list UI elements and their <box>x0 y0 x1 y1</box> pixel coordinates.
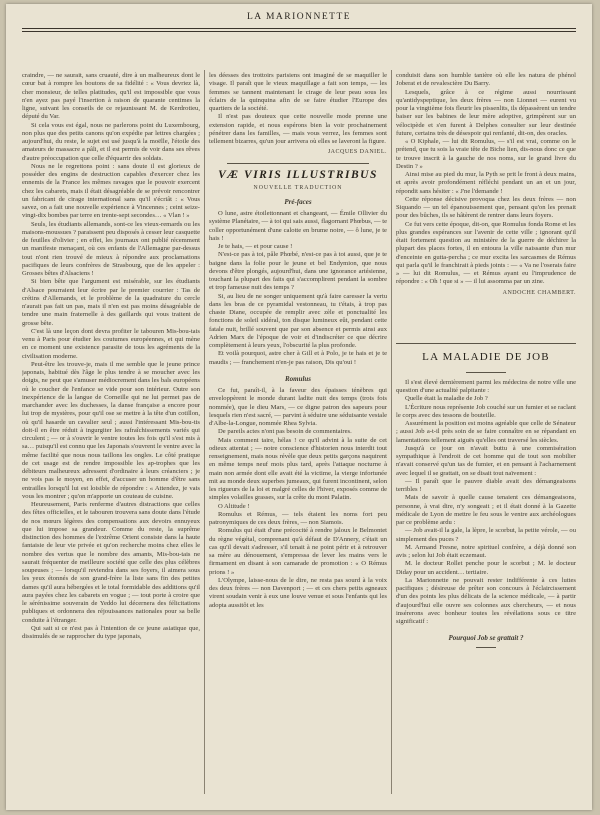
article-paragraph: Peut-être les trouve-je, mais il me semble que le jeune prince japonais, habitué dès l'âge le plus tendre à se moucher avec les doigts, ne peut que s'amuser médiocrement dans les bals européens où le coucher de l'enfance se vide pour son intérieur. Outre son inexpérience de la langue de Corneille qui ne lui permet pas de marchander avec les duchesses, la danse française a encore pour lui trop de mystères, pour qu'il ose se mettre à la tête d'un cotillon, où qu'il hasarde un cavalier seul ; aussi l'intéressant Mis-bou-tis doit-il en être réduit à ingurgiter les rafraîchissements variés qui circulent ; — or à s'ouvrir le ventre toutes les fois qu'il s'est mis à sa… puisqu'il est connu que les Japonais s'ouvrent le ventre avec la même facilité que nous nous taillons les ongles. Le côté pratique de cet usage est de rendre impossible les ap-trophes que les débiteurs malheureux adressent d'ordinaire à leurs créanciers ; je ne vois pas le moyen, en effet, d'accuser un homme d'être sans entrailles lorsqu'il lui est loisible de répondre : « Attendez, je vais vous les montrer ; qu'on m'apporte un couteau de cuisine. <box>22 360 200 500</box>
article-paragraph: Romulus qui était d'une précocité à rendre jaloux le Belmontet du règne végétal, comprenant qu'à défaut de D'Annery, c'était un cas qu'il devait s'adresser, s'il tenait à ne point périr et à retrouver sa mère au dénouement, s'empressa de lever les mains vers le firmament en disant à son camarade de promotion : « O Rémus prions ! » <box>209 527 387 576</box>
article-paragraph: Si, au lieu de ne songer uniquement qu'à faire caresser la vertu dans les bras de ce pyramidal vestonneau, tu t'étais, à trop pas chaste Diane, occupée de remplir avec zèle et ponctualité les fonctions de soleil sidéral, ton disque lumineux eût, pendant cette fatale nuit, brillé souvent que par son absence et permis ainsi aux Adrien Marx de l'époque de voir et d'indiscréter ce que décrire complètement à leurs yeux, l'obscurité la plus profonde. <box>209 292 387 349</box>
section-heading-romulus: Romulus <box>284 374 312 383</box>
article-paragraph: O lune, astre étoilettonnant et changeant, — Émile Ollivier du système Planétaire, — à toi qui sais aussi, flagornant Phœbus, — te coller opportunément d'une calotte en brume noire, — ô lune, je te hais ! <box>209 210 387 242</box>
article-paragraph: O Altitude ! <box>218 502 250 510</box>
article-signature: ANDOCHE CHAMBERT. <box>502 289 576 296</box>
article-paragraph: Et voilà pourquoi, astre cher à Gill et à Polo, je te hais et je te maudis ; — franchement n'en-je pas raison, Dis qu'oui ! <box>209 350 387 366</box>
article-paragraph: M. Armand Fresne, notre spirituel confrère, a déjà donné son avis ; selon lui Job était eczemaut. <box>396 543 576 559</box>
article-paragraph: conduisit dans son humble tanière où elle les natura de phénol Joberat et de revalescière Du Barry. <box>396 72 576 88</box>
article-paragraph: De pareils actes n'ont pas besoin de commentaires. <box>218 428 352 436</box>
column-middle <box>209 72 387 794</box>
article-paragraph: Quelle était la maladie de Job ? <box>405 395 488 403</box>
closing-headline: Pourquoi Job se grattait ? <box>448 634 524 643</box>
column-left <box>22 72 200 794</box>
article-paragraph: Il s'est élevé dernièrement parmi les médecins de notre ville une question d'une actualité palpitante : <box>396 378 576 394</box>
title-underline <box>466 372 506 373</box>
article-subtitle: NOUVELLE TRADUCTION <box>253 184 343 191</box>
newspaper-page <box>6 4 592 810</box>
article-paragraph: N'est-ce pas à toi, pâle Phœbé, n'est-ce pas à toi aussi, que je te baigne dans la folie pour le jeune et bel Endymion, que nous devons d'être plongés, aujourd'hui, dans une ignorance artésienne, touchant la plupart des faits qui s'accomplirent pendant la sombre et trop fameuse nuit des temps ? <box>209 251 387 292</box>
article-paragraph: — Il paraît que le pauvre diable avait des démangeaisons terribles ! <box>396 477 576 493</box>
closing-rule <box>476 647 496 648</box>
article-paragraph: Mais de savoir à quelle cause tenaient ces démangeaisons, personne, à vrai dire, n'y songeait ; et il était donné à la Gazette médicale de Lyon de mettre le feu sous le ventre aux archéologues par ce problème ardu : <box>396 494 576 526</box>
article-paragraph: L'Olympe, laisse-nous de le dire, ne resta pas sourd à la voix des deux frères — non Davenport ; — et ces chers petits agneaux virent soudain venir à eux une louve venue et sous l'enfants qui les adopta aussitôt et les <box>209 576 387 609</box>
header-rule-top <box>22 28 576 29</box>
article-paragraph: Assurément la position est moins agréable que celle de Sénateur ; aussi Job a-t-il près soin de se faire connaître en se répandant en lamentations tellement aiguës qu'elles ont traversé les siècles. <box>396 420 576 444</box>
article-paragraph: Il n'est pas douteux que cette nouvelle mode prenne une extension rapide, et nous espérons bien la voir prochainement pénétrer dans les familles, — mais vous verrez, les femmes sont tellement bizarres, qu'un jour arrivera où elles se laveront la figure. <box>209 113 387 145</box>
article-paragraph: les déesses des trottoirs parisiens ont imaginé de se maquiller le visage. Il paraît que le vieux maquillage a fait son temps, — les femmes se tannent maintenant le cirage de leur peau sous les éclairs de la quinquina afin de se faire étudier l'Europe des quartiers de la société. <box>209 72 387 112</box>
article-paragraph: Ce fut, paraît-il, à la faveur des épaisses ténèbres qui enveloppèrent le monde durant ladite nuit des temps (trois fois nommée), que le dieu Mars, — ce digne patron des sapeurs pour lesquels rien n'est sacré, — parvint à séduire une séduisante vestale d'Albe-la-Longue, nommée Rhea Sylvia. <box>209 387 387 427</box>
header-rule-bottom <box>22 31 576 32</box>
article-paragraph: Si bien bête que l'argument est misérable, sur les étudiants d'Alsace pourraient leur écrire par le premier courrier : Tas de crétins d'Allemands, et le problème de la quadrature du cercle n'aurait pas fait un pas, mais il n'en est pas moins désagréable de tendre une main fraternelle à des gaillards qui vous traitent de grosse bête. <box>22 278 200 327</box>
article-paragraph: Cette réponse décisive provoqua chez les deux frères — non Siquando — un tel épanouissement que, pensant qu'on les prenait pour des bûches, ils se hâtèrent de rentrer dans leurs foyers. <box>396 195 576 220</box>
article-paragraph: Romulus et Rémus, — tels étaient les noms fort peu patronymiques de ces deux frères, — non Siamois. <box>209 510 387 526</box>
article-paragraph: Nous ne le regrettons point : sans doute il est glorieux de posséder des engins de destruction capables d'exercer chez les ennemis de la France les mêmes ravages que le pouvoir exercent chez les cabarets, mais il était désagréable de se prévoir rencontrer un fabricant de cirage international sans qu'il s'écriât : « Vous savez, on a fait une nouvelle expérience à Vincennes ; ceint seize-vingt-dix bombes par terre en trente-sept secondes… « Vlan ! » <box>22 162 200 220</box>
article-paragraph: Heureusement, Paris renferme d'autres distractions que celles des fêtes officielles, et le tabouren trouvera sans doute dans l'étude de nos mœurs légères des compensations aux devoirs ennuyeux que lui impose sa grandeur. Comme du reste, la suprême distinction des hommes de l'extrême Orient consiste dans la haute fantaisie de leur vie privée et qu'on recherche moins chez elles le nombre des vertus que le nombre des amants, Mis-bou-tais ne saurait fréquenter de meilleure société que celle des plus célèbres soupeuses ; — lorsqu'il reviendra dans ses foyers, il aimera sous les yeux étonnés de son grand-frère la liste sans fin des petites dames qu'il aura hébergées et le total formidable des additions qu'il aura payées chez les cabarets en vogue ; — tout porte à croire que le sérénissime souverain de Yeddo lui décernera des félicitations publiques et ordonnera des réjouissances nationales pour sa belle conduite à l'étranger. <box>22 501 200 624</box>
article-paragraph: Ainsi mise au pied du mur, la Pyth se prit le front à deux mains, et après avoir profondément réfléchi pendant un an et un jour, répondit sans hésiter : « J'ne l'demande ! <box>396 171 576 195</box>
column-divider-left <box>204 70 205 794</box>
column-right <box>396 72 576 794</box>
section-rule <box>227 163 369 164</box>
page-header: LA MARIONNETTE <box>246 12 352 22</box>
article-paragraph: Lesquels, grâce à ce régime aussi nourrissant qu'antidyspeptique, les deux frères — non Lionnet — eurent vu pour la vingtième fois fleurir les pissenlits, ils dépassèrent un tendre baiser sur les babines de leur mère adoptive, grimpèrent sur un vélocipède et s'en furent à Delphes consulter sur leur destinée future, certains très de désespoir qui renfanté, dit-on, des oracles. <box>396 88 576 137</box>
article-paragraph: L'Écriture nous représente Job couché sur un fumier et se raclant le corps avec des tessons de bouteille. <box>396 403 576 419</box>
article-signature: JACQUES DANIEL. <box>327 149 387 156</box>
article-title: LA MALADIE DE JOB <box>422 350 550 363</box>
article-paragraph: Je te hais, — et pour cause ! <box>218 243 293 250</box>
article-paragraph: Si cela vous est égal, nous ne parlerons point du Luxembourg, non plus que des petits canons qu'on expédie par lettres chargées ; aujourd'hui, du reste, le sujet est usé jusqu'à la moëlle, l'étoile des amateurs de massacre a pâli, et il est permis de voir dans ses rêves d'autre préoccupation que celle d'équarrir des soldats. <box>22 121 200 162</box>
article-paragraph: Qui sait si ce n'est pas à l'intention de ce jeune asiatique que, dissimulés de se rapprocher du type japonais, <box>22 624 200 640</box>
article-paragraph: Ce fut vers cette époque, dit-on, que Romulus fonda Rome et les plus grandes espérances sur l'avenir de cette ville ; ignorant qu'il était fortement question au ministère de la guerre de déchirer la plupart des places fortes, il en entoura la ville naissante d'un mur d'enceinte en gutta-percha ; ce mur excita les sarcasmes de Rémus qui parla qu'il le franchirait à pieds joints : — « Va ne l'oserais faire » — lui dit Romulus, — et Rémus ayant eu l'imprudence de répondre : « Oh ! que si » — il lui assomma par un zine. <box>396 220 576 286</box>
article-paragraph: M. le docteur Rollet penche pour le scorbut ; M. le docteur Diday pour un accident… tertiaire. <box>396 560 576 576</box>
section-heading-prefaces: Pré-faces <box>284 197 312 206</box>
article-paragraph: Mais comment taire, hélas ! ce qu'il advint à la suite de cet odieux attentat ; — notre conscience d'historien nous interdit tout renseignement, mais nous révèle que deux petits garçons naquirent en même temps neuf mois plus tard, après l'attaque nocturne à main non armée dont elle avait été la victime, la vierge infortunée mit au monde deux superbes jumeaux, qui furent incontinent, selon les rigueurs de la loi et malgré celles de l'hiver, exposés comme de simples volailles grasses, sur la crête du mont Palatin. <box>209 436 387 502</box>
article-paragraph: — Job avait-il la gale, la lèpre, le scorbut, la petite vérole, — ou simplement des puces ? <box>396 527 576 543</box>
article-paragraph: Seuls, les étudiants allemands, sont-ce les vieux-remards ou les maisons-moussues ? paraissent peu disposés à cesser leur casquette de feuilles d'olivier ; en effet, les journaux ont publié récemment un manifeste menaçant, où ces enfants de l'Allemagne par-dessus tout n'ont rien trouvé de mieux à répondre aux proclamations pacifiques de leurs confrères de Strasbourg, que de les appeler : Grosses bêtes d'Alsaciens ! <box>22 220 200 277</box>
article-paragraph: Jusqu'à ce jour on n'avait buttu à une commisération sympathique à l'endroit de cet homme qui de tout son mobilier n'avait conservé qu'un tas de fumier, et en pensant à l'acharnement avec lequel il se grattait, on se disait tout naïvement : <box>396 444 576 477</box>
article-paragraph: craindre, — ne saurait, sans cruauté, dire à un malheureux dont le cœur bat à rompre les boutons de sa fidélité : « Vous devriez là, cher monsieur, de telles platitudes, qu'il est impossible que vous n'en ayez pas payé l'insertion à raison de quarante centimes la ligne, suivant les conseils de ce rejaunissant M. de Kerdrotieu, député du Var. <box>22 72 200 121</box>
blank-space <box>396 303 576 339</box>
article-paragraph: La Marionnette ne pouvait rester indifférente à ces luttes pacifiques ; désireuse de prêter son concours à l'éclaircissement d'un des points les plus délicats de la science médicale, — à partir d'aujourd'hui elle ouvre ses colonnes aux chercheurs, — et nous insérerons avec bonheur toutes les révélations sous ce titre significatif : <box>396 576 576 625</box>
article-paragraph: C'est là une leçon dont devra profiter le tabouren Mis-bou-tais venu à Paris pour étudier les coutumes européennes, et qui mène en ce moment une existence parasite de tous les agréments de la civilisation moderne. <box>22 327 200 360</box>
column-divider-right <box>391 70 392 794</box>
article-paragraph: « O Kiphale, — lui dit Romulus, — s'il est vrai, comme on le prétend, que tu sois la vraie tête de Biche lien, dis-nous donc ce que te trouve inscrit à la gauche de nos noms, sur le grand livre du Destin ? » <box>396 138 576 170</box>
section-rule <box>396 343 576 344</box>
article-title: VÆ VIRIS ILLUSTRIBUS <box>218 168 378 181</box>
